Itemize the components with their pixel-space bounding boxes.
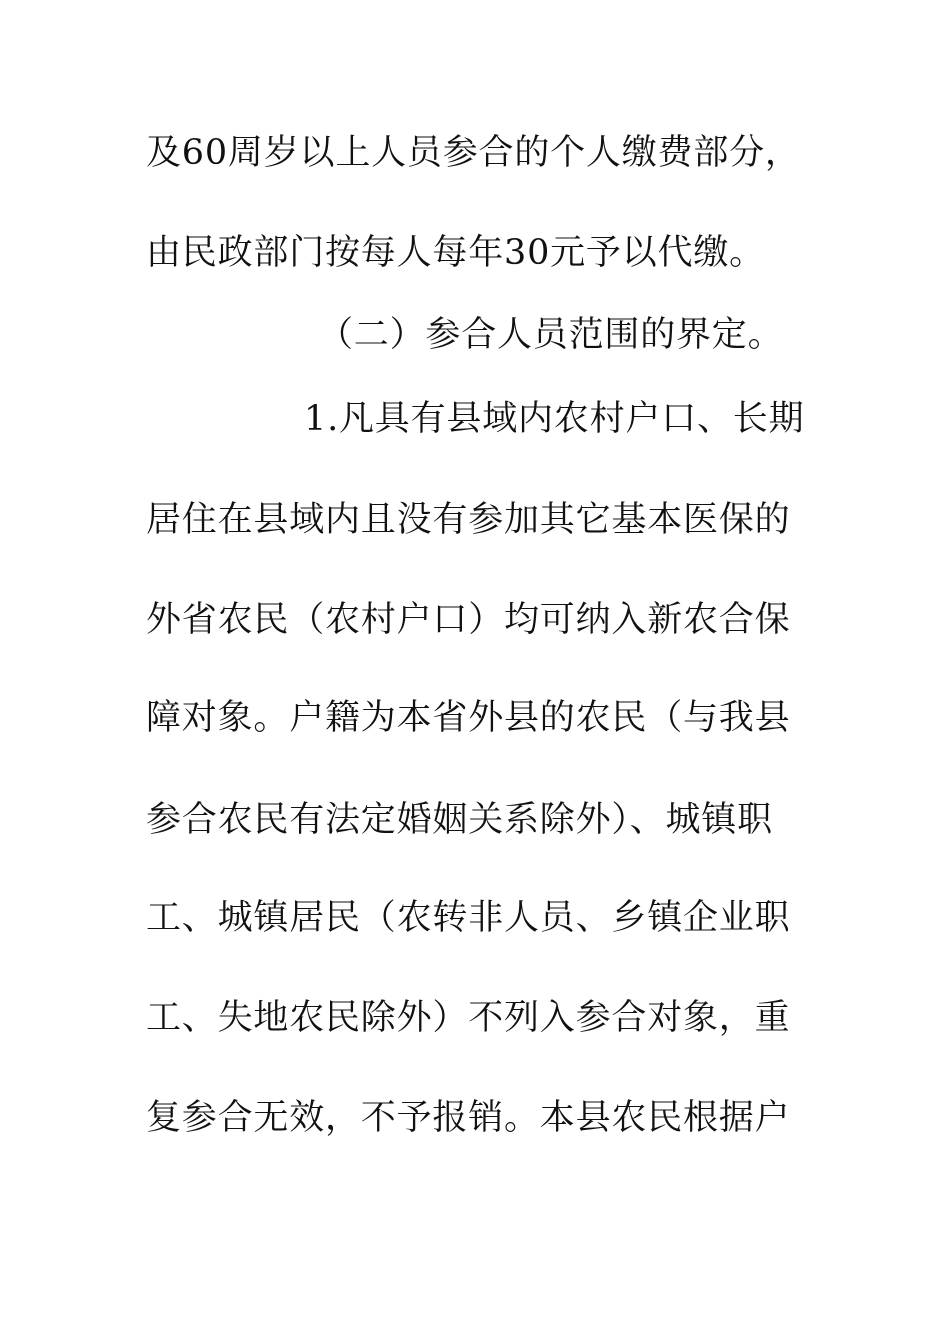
paragraph-line-5: 外省农民（农村户口）均可纳入新农合保 <box>146 600 791 640</box>
paragraph-line-4: 居住在县域内且没有参加其它基本医保的 <box>146 500 791 540</box>
paragraph-line-8: 工、城镇居民（农转非人员、乡镇企业职 <box>146 898 791 938</box>
paragraph-line-7: 参合农民有法定婚姻关系除外）、城镇职 <box>146 800 773 840</box>
paragraph-line-9: 工、失地农民除外）不列入参合对象，重 <box>146 998 791 1038</box>
paragraph-line-1: 及60周岁以上人员参合的个人缴费部分， <box>146 133 801 173</box>
paragraph-line-10: 复参合无效，不予报销。本县农民根据户 <box>146 1098 791 1138</box>
paragraph-line-6: 障对象。户籍为本省外县的农民（与我县 <box>146 698 791 738</box>
paragraph-line-2: 由民政部门按每人每年30元予以代缴。 <box>146 233 765 273</box>
section-heading: （二）参合人员范围的界定。 <box>318 315 784 355</box>
paragraph-line-3: 1.凡具有县域内农村户口、长期 <box>304 399 805 439</box>
